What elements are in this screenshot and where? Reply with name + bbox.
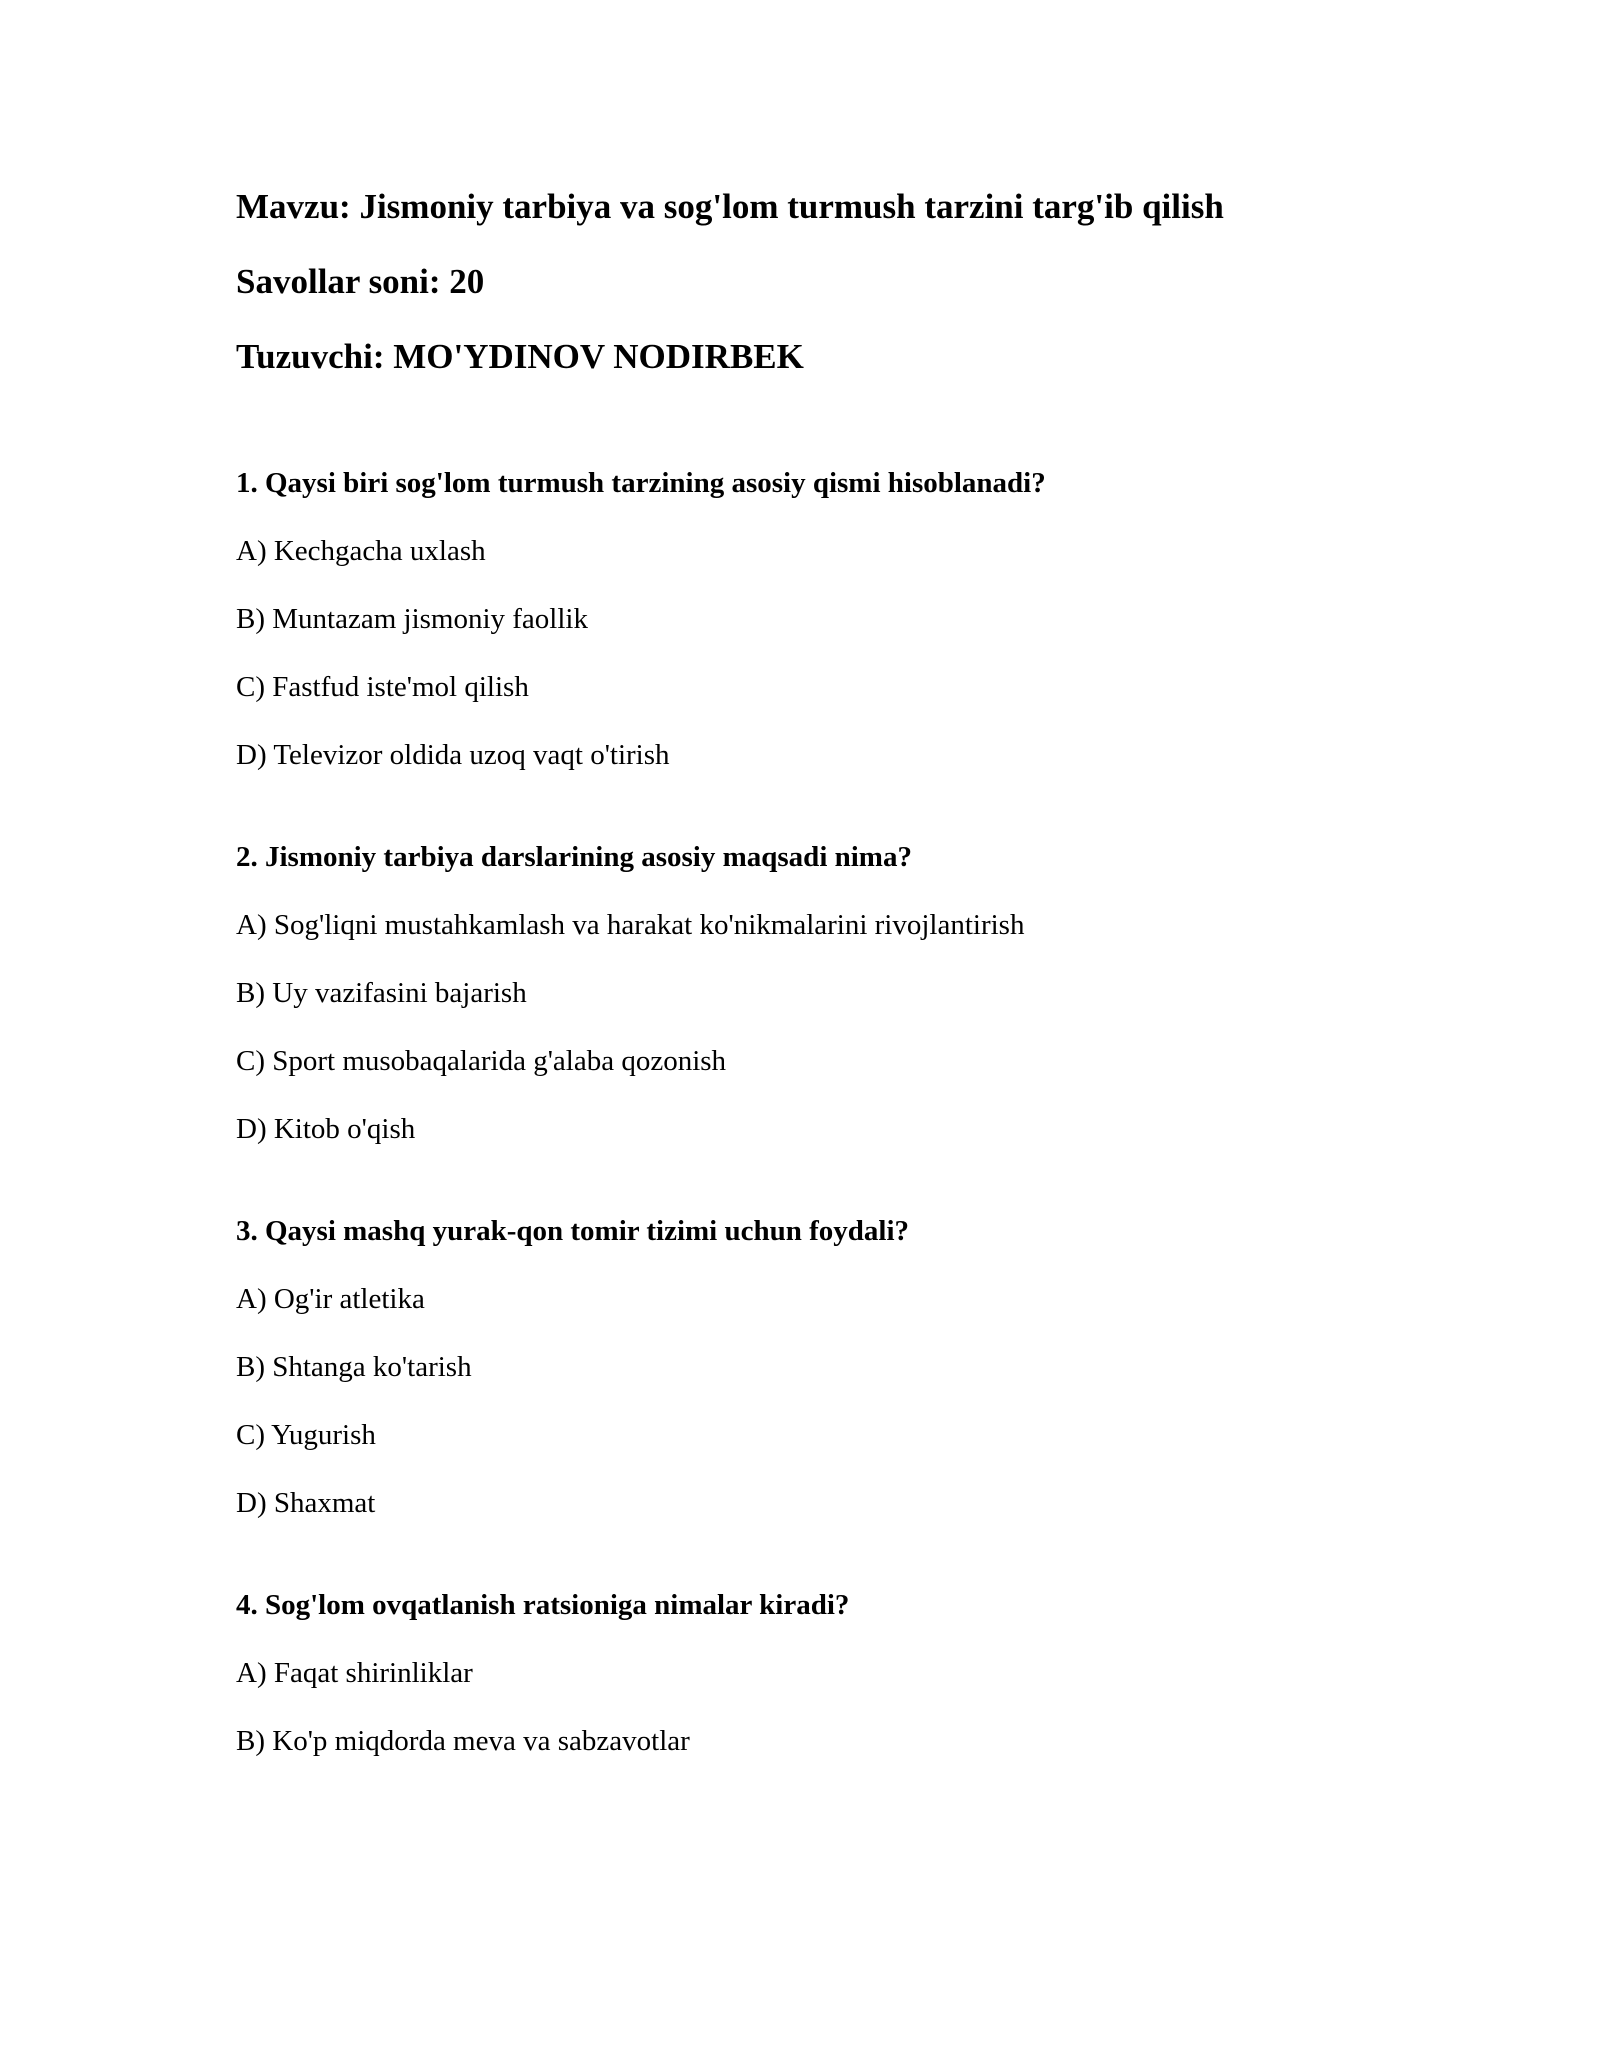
option-a: A) Faqat shirinliklar <box>236 1657 473 1689</box>
question-2 <box>236 840 1416 1146</box>
question-1 <box>236 466 1416 772</box>
option-d: D) Kitob o'qish <box>236 1113 416 1145</box>
question-4 <box>236 1588 1416 1758</box>
topic-heading: Mavzu: Jismoniy tarbiya va sog'lom turmush tarzini targ'ib qilish <box>236 187 1224 226</box>
question-text: 4. Sog'lom ovqatlanish ratsioniga nimalar kiradi? <box>236 1589 850 1621</box>
option-d: D) Televizor oldida uzoq vaqt o'tirish <box>236 739 670 771</box>
option-b: B) Uy vazifasini bajarish <box>236 977 527 1009</box>
option-a: A) Sog'liqni mustahkamlash va harakat ko'nikmalarini rivojlantirish <box>236 909 1025 941</box>
question-text: 1. Qaysi biri sog'lom turmush tarzining asosiy qismi hisoblanadi? <box>236 467 1046 499</box>
option-d: D) Shaxmat <box>236 1487 376 1519</box>
option-a: A) Og'ir atletika <box>236 1283 425 1315</box>
question-3 <box>236 1214 1416 1520</box>
question-text: 2. Jismoniy tarbiya darslarining asosiy maqsadi nima? <box>236 841 912 873</box>
author-line: Tuzuvchi: MO'YDINOV NODIRBEK <box>236 337 804 376</box>
question-text: 3. Qaysi mashq yurak-qon tomir tizimi uchun foydali? <box>236 1215 910 1247</box>
document-content <box>236 186 1416 1826</box>
question-count: Savollar soni: 20 <box>236 262 485 301</box>
option-c: C) Fastfud iste'mol qilish <box>236 671 529 703</box>
option-b: B) Shtanga ko'tarish <box>236 1351 472 1383</box>
option-b: B) Ko'p miqdorda meva va sabzavotlar <box>236 1725 690 1757</box>
option-b: B) Muntazam jismoniy faollik <box>236 603 588 635</box>
option-c: C) Sport musobaqalarida g'alaba qozonish <box>236 1045 727 1077</box>
question-list <box>236 466 1416 1758</box>
option-a: A) Kechgacha uxlash <box>236 535 486 567</box>
option-c: C) Yugurish <box>236 1419 376 1451</box>
